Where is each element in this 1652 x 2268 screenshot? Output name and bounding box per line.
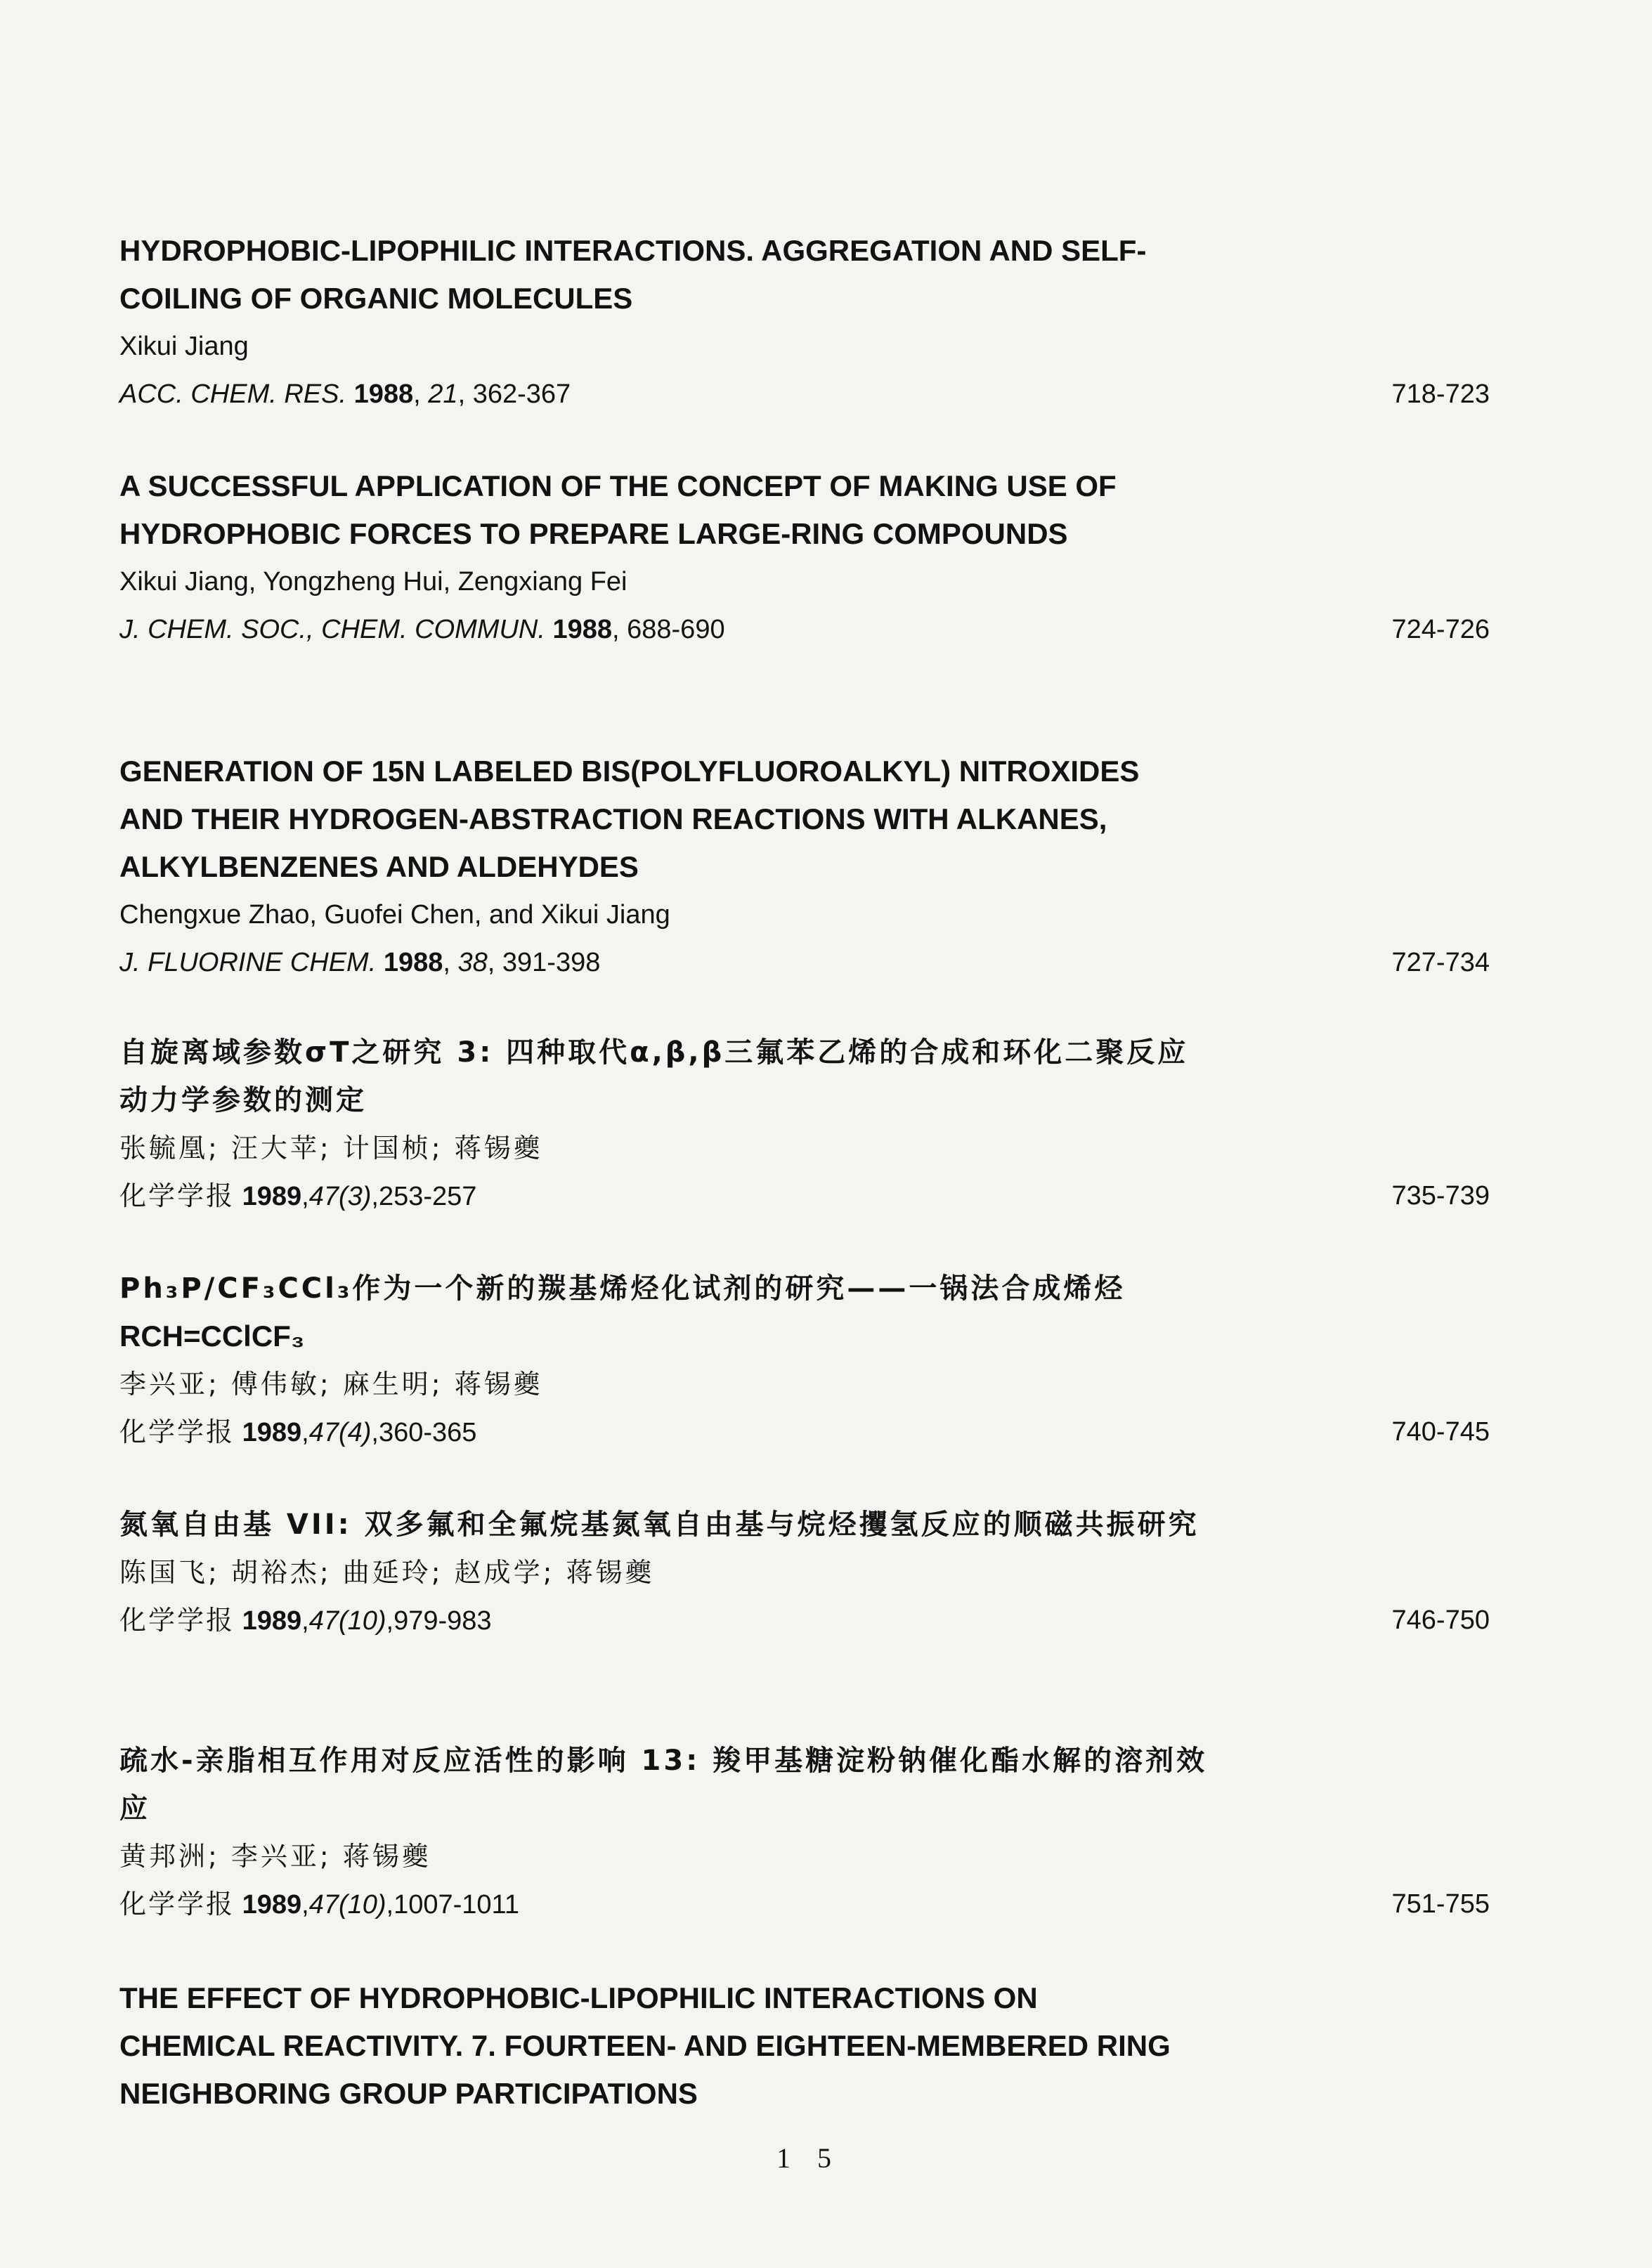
- journal-year: 1989: [242, 1182, 302, 1211]
- journal-pages: 362-367: [472, 379, 571, 409]
- entry-authors: 陈国飞; 胡裕杰; 曲延玲; 赵成学; 蒋锡夔: [119, 1557, 655, 1588]
- entry-citation: ACC. CHEM. RES. 1988, 21, 362-367 718-723: [119, 370, 1490, 418]
- book-page-range: 746-750: [1391, 1605, 1490, 1635]
- book-page-range: 724-726: [1391, 615, 1490, 644]
- page-number: 1 5: [776, 2142, 841, 2174]
- journal-volume: 47(10): [308, 1890, 386, 1920]
- journal-volume: 47(4): [308, 1418, 372, 1447]
- journal-year: 1989: [242, 1418, 302, 1447]
- journal-name: J. FLUORINE CHEM.: [119, 948, 377, 977]
- entry-title: HYDROPHOBIC-LIPOPHILIC INTERACTIONS. AGGREGATION AND SELF-COILING OF ORGANIC MOLECULES: [119, 234, 1147, 315]
- journal-year: 1988: [383, 948, 443, 977]
- entry-3: [119, 748, 1490, 986]
- journal-pages: 391-398: [502, 948, 601, 977]
- journal-pages: 979-983: [394, 1606, 492, 1636]
- journal-name: 化学学报: [119, 1605, 235, 1636]
- journal-year: 1988: [353, 379, 414, 409]
- book-page-range: 751-755: [1391, 1889, 1490, 1919]
- journal-name: 化学学报: [119, 1416, 235, 1447]
- journal-name: ACC. CHEM. RES.: [119, 379, 347, 409]
- entry-citation: J. FLUORINE CHEM. 1988, 38, 391-398 727-734: [119, 939, 1490, 986]
- book-page-range: 718-723: [1391, 379, 1490, 409]
- journal-pages: 253-257: [378, 1182, 477, 1211]
- entry-citation: 化学学报 1989,47(10),979-983 746-750: [119, 1596, 1490, 1645]
- entry-authors: 黄邦洲; 李兴亚; 蒋锡夔: [119, 1841, 431, 1872]
- journal-pages: 360-365: [378, 1418, 477, 1447]
- entry-4: [119, 1029, 1490, 1220]
- journal-pages: 1007-1011: [394, 1890, 519, 1920]
- book-page-range: 735-739: [1391, 1181, 1490, 1211]
- journal-name: 化学学报: [119, 1889, 235, 1920]
- journal-pages: 688-690: [627, 615, 725, 644]
- entry-5: [119, 1265, 1490, 1456]
- entry-1: [119, 227, 1490, 418]
- journal-volume: 38: [457, 948, 488, 977]
- entry-authors: Xikui Jiang: [119, 332, 249, 361]
- book-page-range: 727-734: [1391, 948, 1490, 977]
- journal-volume: 47(10): [308, 1606, 386, 1636]
- entry-title: 氮氧自由基 VII: 双多氟和全氟烷基氮氧自由基与烷烃攫氢反应的顺磁共振研究: [119, 1508, 1199, 1541]
- journal-volume: 47(3): [308, 1182, 372, 1211]
- entry-title: THE EFFECT OF HYDROPHOBIC-LIPOPHILIC INTERACTIONS ON CHEMICAL REACTIVITY. 7. FOURTEEN- AND EIGHTEEN-MEMBERED RING NEIGHBORING GROUP PARTICIPATIONS: [119, 1981, 1171, 2110]
- entry-title: 自旋离域参数σT之研究 3: 四种取代α,β,β三氟苯乙烯的合成和环化二聚反应动力学参数的测定: [119, 1036, 1189, 1116]
- entry-title: GENERATION OF 15N LABELED BIS(POLYFLUOROALKYL) NITROXIDES AND THEIR HYDROGEN-ABSTRACTION REACTIONS WITH ALKANES, ALKYLBENZENES AND ALDEHYDES: [119, 755, 1140, 883]
- entry-2: [119, 462, 1490, 653]
- journal-year: 1989: [242, 1606, 302, 1636]
- entry-citation: 化学学报 1989,47(3),253-257 735-739: [119, 1172, 1490, 1220]
- entry-6: [119, 1501, 1490, 1645]
- journal-year: 1988: [552, 615, 612, 644]
- entry-8: [119, 1974, 1490, 2118]
- entry-title-formula: RCH=CClCF₃: [119, 1319, 305, 1353]
- journal-year: 1989: [242, 1890, 302, 1920]
- entry-authors: Chengxue Zhao, Guofei Chen, and Xikui Jiang: [119, 900, 670, 930]
- entry-title: Ph₃P/CF₃CCl₃作为一个新的羰基烯烃化试剂的研究——一锅法合成烯烃: [119, 1272, 1126, 1305]
- entry-authors: 张毓凰; 汪大苹; 计国桢; 蒋锡夔: [119, 1133, 543, 1164]
- journal-name: 化学学报: [119, 1180, 235, 1211]
- entry-citation: J. CHEM. SOC., CHEM. COMMUN. 1988, 688-690 724-726: [119, 606, 1490, 653]
- entry-citation: 化学学报 1989,47(4),360-365 740-745: [119, 1408, 1490, 1456]
- entry-7: [119, 1737, 1490, 1929]
- journal-volume: 21: [428, 379, 458, 409]
- entry-title: 疏水-亲脂相互作用对反应活性的影响 13: 羧甲基糖淀粉钠催化酯水解的溶剂效应: [119, 1745, 1208, 1825]
- entry-title: A SUCCESSFUL APPLICATION OF THE CONCEPT OF MAKING USE OF HYDROPHOBIC FORCES TO PREPARE LARGE-RING COMPOUNDS: [119, 469, 1117, 550]
- entry-citation: 化学学报 1989,47(10),1007-1011 751-755: [119, 1880, 1490, 1929]
- entry-authors: Xikui Jiang, Yongzheng Hui, Zengxiang Fei: [119, 567, 627, 597]
- journal-name: J. CHEM. SOC., CHEM. COMMUN.: [119, 615, 545, 644]
- entry-authors: 李兴亚; 傅伟敏; 麻生明; 蒋锡夔: [119, 1369, 543, 1400]
- book-page-range: 740-745: [1391, 1417, 1490, 1447]
